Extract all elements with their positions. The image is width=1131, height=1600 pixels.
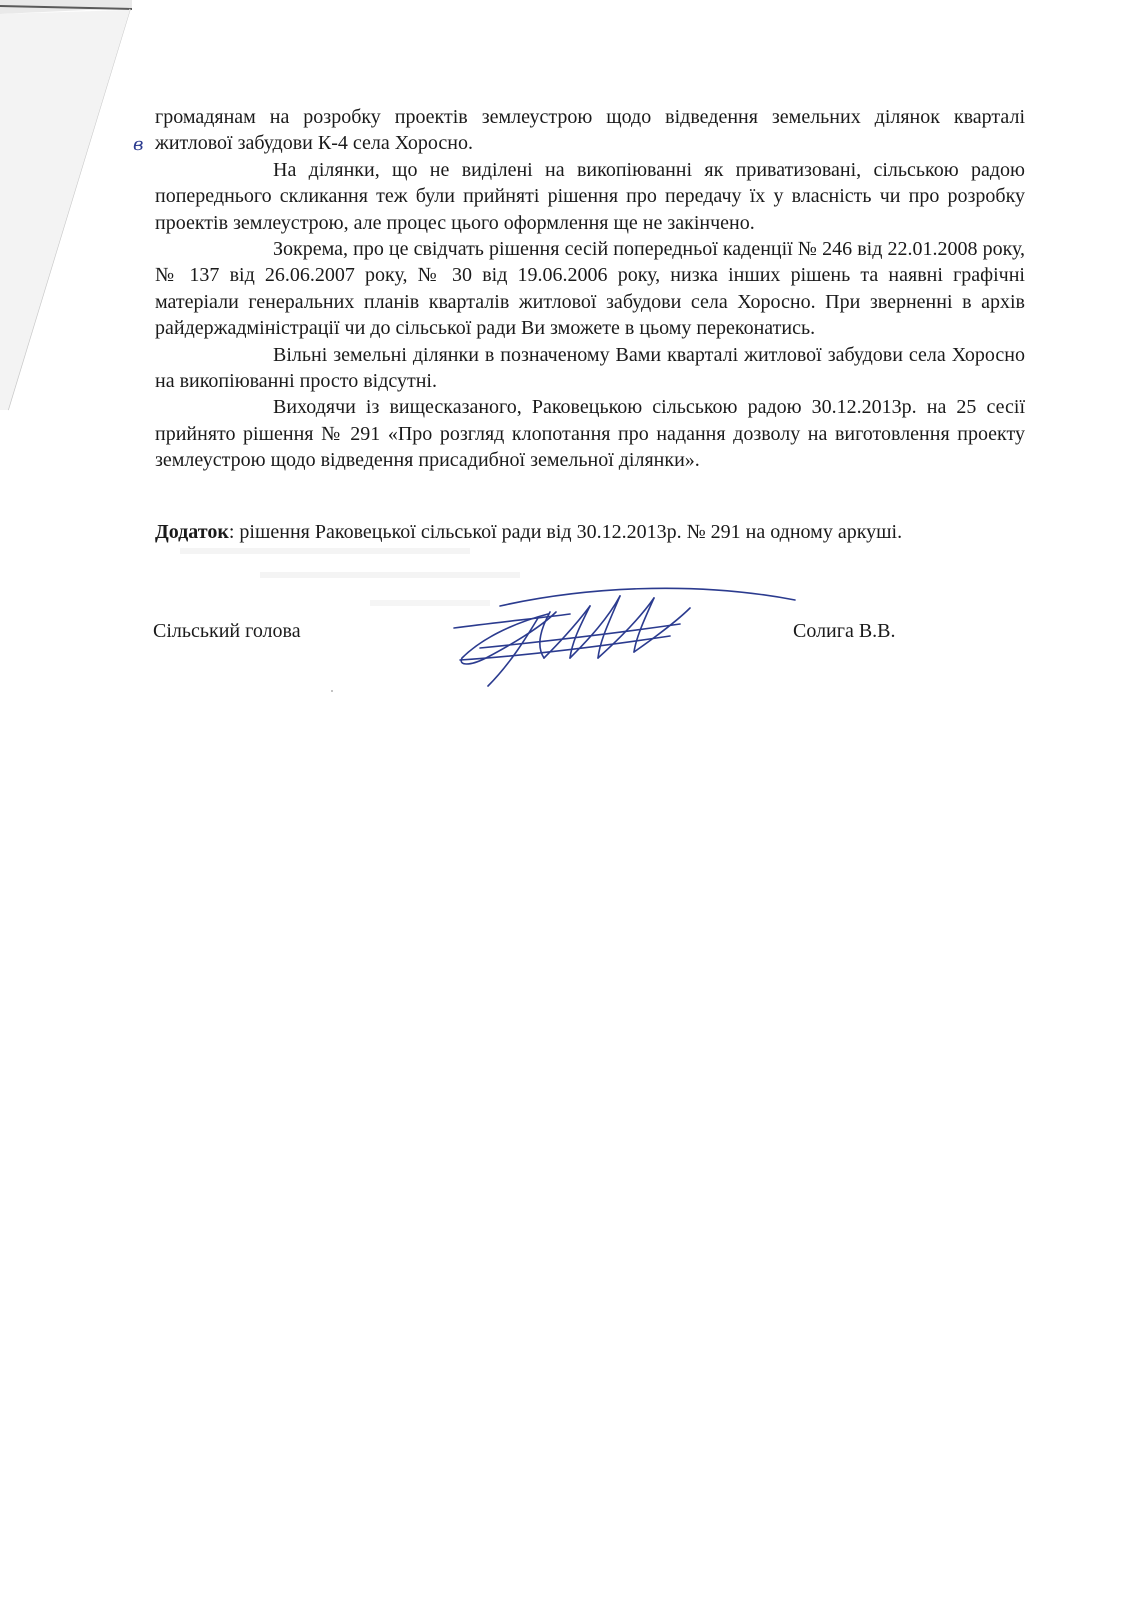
handwritten-margin-note: в: [133, 134, 144, 155]
appendix-text: : рішення Раковецької сільської ради від 30.12.2013р. № 291 на одному аркуші.: [228, 521, 903, 543]
scan-edge-shadow: [0, 0, 140, 420]
signatory-name: Солига В.В.: [793, 620, 896, 642]
paragraph-continuation: громадянам на розробку проектів землеустрою щодо відведення земельних ділянок кварталі житлової забудови К-4 села Хоросно.: [155, 106, 1025, 155]
handwritten-signature: [440, 578, 810, 690]
appendix-line: [155, 519, 1055, 545]
paragraph-previous-decisions: Зокрема, про це свідчать рішення сесій попередньої каденції № 246 від 22.01.2008 року, № 137 від 26.06.2007 року, № 30 від 19.06.2006 року, низка інших рішень та наявні графічні матеріали генеральних планів кварталів житлової забудови села Хоросно. При зверненні в архів райдержадміністрації чи до сільської ради Ви зможете в цьому переконатись.: [155, 238, 1025, 340]
letter-body: [155, 104, 1025, 474]
paragraph-decision-291: Виходячи із вищесказаного, Раковецькою сільською радою 30.12.2013р. на 25 сесії прийнято рішення № 291 «Про розгляд клопотання про надання дозволу на виготовлення проекту землеустрою щодо відведення присадибної земельної ділянки».: [155, 396, 1025, 472]
scan-speck: [331, 690, 333, 692]
signatory-role: Сільський голова: [153, 620, 301, 642]
paragraph-free-plots: Вільні земельні ділянки в позначеному Вами кварталі житлової забудови села Хоросно на викопіюванні просто відсутні.: [155, 343, 1025, 393]
appendix-label: Додаток: [155, 521, 229, 543]
paragraph-unregistered-plots: На ділянки, що не виділені на викопіюванні як приватизовані, сільською радою попереднього скликання теж були прийняті рішення про передачу їх у власність чи про розробку проектів землеустрою, але процес цього оформлення ще не закінчено.: [155, 158, 1025, 234]
